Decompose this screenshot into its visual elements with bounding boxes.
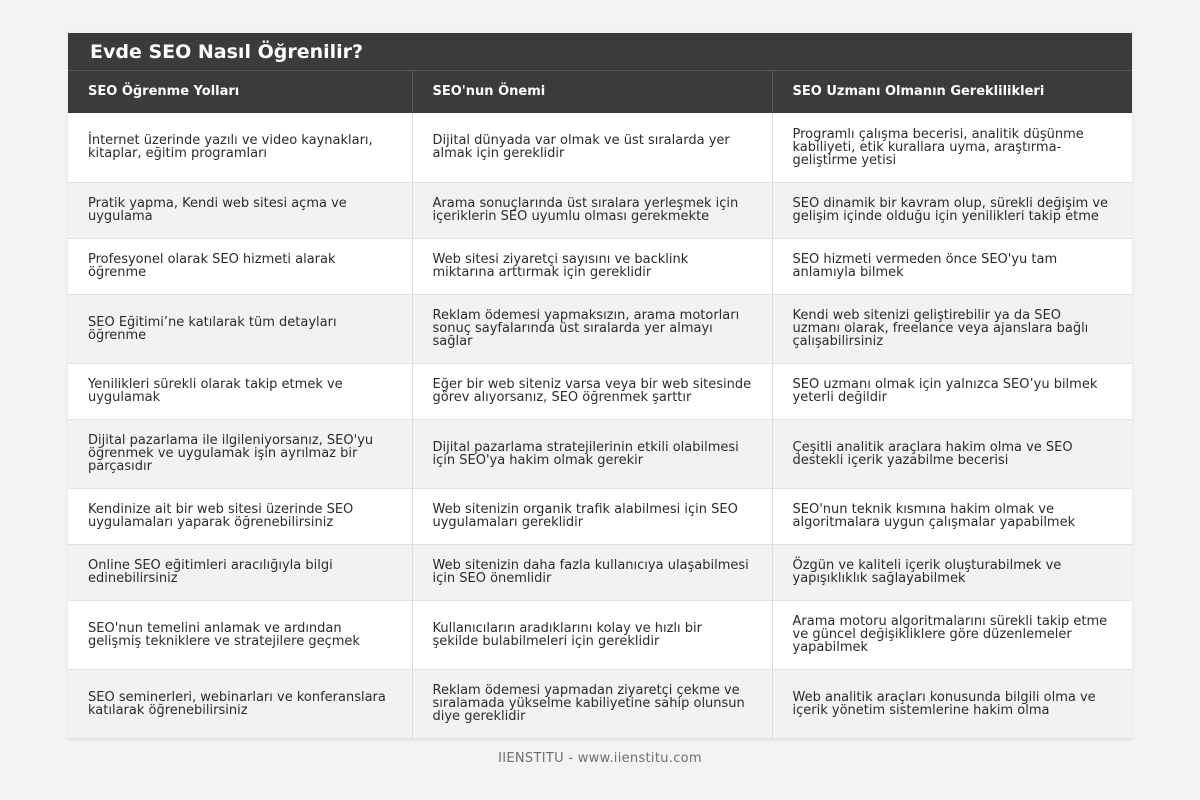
- table-cell: Reklam ödemesi yapmadan ziyaretçi çekme ve sıralamada yükselme kabiliyetine sahip olunsun diye gereklidir: [412, 669, 772, 738]
- table-row: [68, 488, 1132, 544]
- table-row: [68, 363, 1132, 419]
- table-row: [68, 294, 1132, 363]
- header-row: [68, 71, 1132, 113]
- table-row: [68, 600, 1132, 669]
- table-cell: Web analitik araçları konusunda bilgili olma ve içerik yönetim sistemlerine hakim olma: [772, 669, 1132, 738]
- column-header-importance: SEO'nun Önemi: [412, 71, 772, 113]
- table-cell: SEO'nun temelini anlamak ve ardından gelişmiş tekniklere ve stratejilere geçmek: [68, 600, 412, 669]
- table-cell: Reklam ödemesi yapmaksızın, arama motorları sonuç sayfalarında üst sıralarda yer almayı sağlar: [412, 294, 772, 363]
- table-cell: Özgün ve kaliteli içerik oluşturabilmek ve yapışıklıklık sağlayabilmek: [772, 544, 1132, 600]
- table-row: [68, 113, 1132, 182]
- table-cell: Kullanıcıların aradıklarını kolay ve hızlı bir şekilde bulabilmeleri için gereklidir: [412, 600, 772, 669]
- table-cell: Programlı çalışma becerisi, analitik düşünme kabiliyeti, etik kurallara uyma, araştırma-geliştirme yetisi: [772, 113, 1132, 182]
- table-cell: SEO hizmeti vermeden önce SEO'yu tam anlamıyla bilmek: [772, 238, 1132, 294]
- table-cell: SEO seminerleri, webinarları ve konferanslara katılarak öğrenebilirsiniz: [68, 669, 412, 738]
- table-cell: SEO Eğitimi’ne katılarak tüm detayları öğrenme: [68, 294, 412, 363]
- table-cell: Çeşitli analitik araçlara hakim olma ve SEO destekli içerik yazabilme becerisi: [772, 419, 1132, 488]
- table-cell: SEO'nun teknik kısmına hakim olmak ve algoritmalara uygun çalışmalar yapabilmek: [772, 488, 1132, 544]
- table-cell: Online SEO eğitimleri aracılığıyla bilgi edinebilirsiniz: [68, 544, 412, 600]
- table-cell: Dijital pazarlama stratejilerinin etkili olabilmesi için SEO'ya hakim olmak gerekir: [412, 419, 772, 488]
- table-row: [68, 419, 1132, 488]
- table-title: Evde SEO Nasıl Öğrenilir?: [68, 33, 1132, 71]
- table-row: [68, 544, 1132, 600]
- column-header-requirements: SEO Uzmanı Olmanın Gereklilikleri: [772, 71, 1132, 113]
- table-cell: İnternet üzerinde yazılı ve video kaynakları, kitaplar, eğitim programları: [68, 113, 412, 182]
- table-row: [68, 182, 1132, 238]
- table-row: [68, 238, 1132, 294]
- table-cell: Arama motoru algoritmalarını sürekli takip etme ve güncel değişikliklere göre düzenlemeler yapabilmek: [772, 600, 1132, 669]
- table-cell: Yenilikleri sürekli olarak takip etmek ve uygulamak: [68, 363, 412, 419]
- footer-credit: IIENSTITU - www.iienstitu.com: [498, 751, 702, 766]
- table-cell: SEO dinamik bir kavram olup, sürekli değişim ve gelişim içinde olduğu için yenilikleri takip etme: [772, 182, 1132, 238]
- column-header-learning-ways: SEO Öğrenme Yolları: [68, 71, 412, 113]
- table-cell: Arama sonuçlarında üst sıralara yerleşmek için içeriklerin SEO uyumlu olması gerekmekte: [412, 182, 772, 238]
- table-cell: Web sitenizin organik trafik alabilmesi için SEO uygulamaları gereklidir: [412, 488, 772, 544]
- table-cell: Profesyonel olarak SEO hizmeti alarak öğrenme: [68, 238, 412, 294]
- table-cell: SEO uzmanı olmak için yalnızca SEO’yu bilmek yeterli değildir: [772, 363, 1132, 419]
- table-cell: Web sitesi ziyaretçi sayısını ve backlink miktarına arttırmak için gereklidir: [412, 238, 772, 294]
- table-cell: Dijital dünyada var olmak ve üst sıralarda yer almak için gereklidir: [412, 113, 772, 182]
- table-row: [68, 669, 1132, 738]
- table-cell: Dijital pazarlama ile ilgileniyorsanız, SEO'yu öğrenmek ve uygulamak işin ayrılmaz bir parçasıdır: [68, 419, 412, 488]
- seo-table: [68, 71, 1132, 739]
- table-card: [68, 33, 1132, 739]
- table-header: [68, 71, 1132, 113]
- table-cell: Eğer bir web siteniz varsa veya bir web sitesinde görev alıyorsanız, SEO öğrenmek şarttır: [412, 363, 772, 419]
- table-cell: Pratik yapma, Kendi web sitesi açma ve uygulama: [68, 182, 412, 238]
- table-cell: Kendi web sitenizi geliştirebilir ya da SEO uzmanı olarak, freelance veya ajanslara bağlı çalışabilirsiniz: [772, 294, 1132, 363]
- table-body: [68, 113, 1132, 738]
- table-cell: Web sitenizin daha fazla kullanıcıya ulaşabilmesi için SEO önemlidir: [412, 544, 772, 600]
- table-cell: Kendinize ait bir web sitesi üzerinde SEO uygulamaları yaparak öğrenebilirsiniz: [68, 488, 412, 544]
